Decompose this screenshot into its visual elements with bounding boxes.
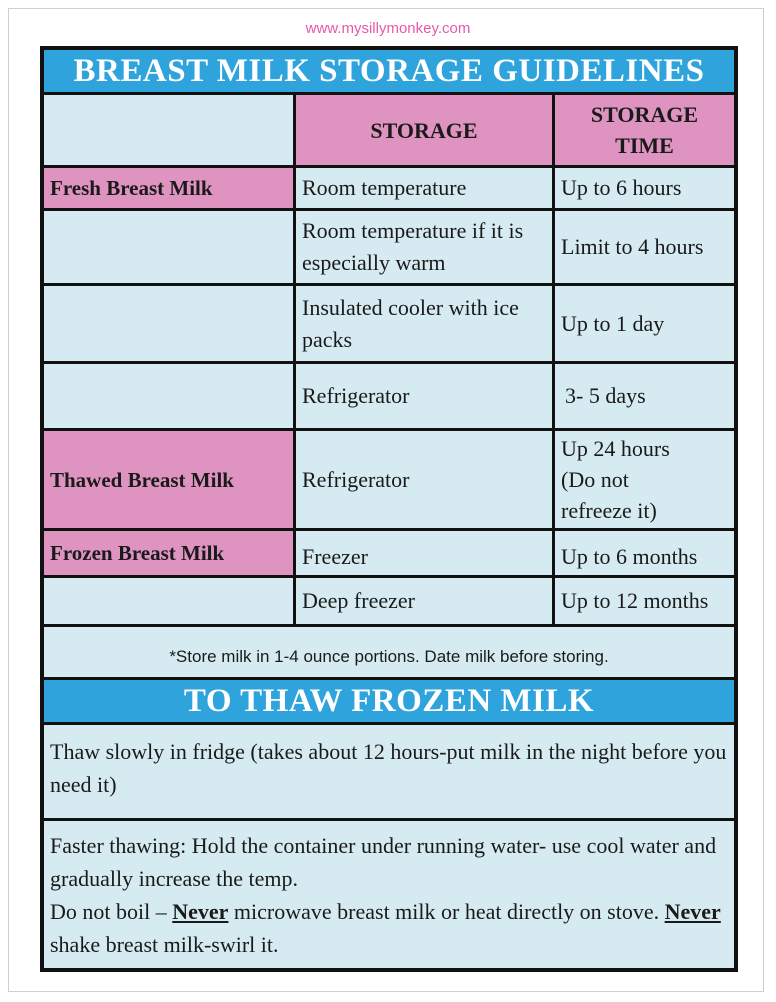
thaw-fast-line1: Faster thawing: Hold the container under running water- use cool water and gradually increase the temp. xyxy=(50,833,717,891)
header-storage-time: STORAGE TIME xyxy=(555,95,734,165)
page-title: BREAST MILK STORAGE GUIDELINES xyxy=(44,50,734,92)
storage-cell: Freezer xyxy=(296,531,552,575)
header-blank xyxy=(44,95,293,165)
storage-note: *Store milk in 1-4 ounce portions. Date milk before storing. xyxy=(44,627,734,677)
storage-cell: Refrigerator xyxy=(296,431,552,528)
storage-cell: Room temperature if it is especially warm xyxy=(296,211,552,283)
header-storage: STORAGE xyxy=(296,95,552,165)
storage-cell: Deep freezer xyxy=(296,578,552,624)
category-fresh: Fresh Breast Milk xyxy=(44,168,293,208)
thaw-fast-prefix: Do not boil – xyxy=(50,899,173,924)
time-cell: Up to 1 day xyxy=(555,286,734,361)
time-cell: Limit to 4 hours xyxy=(555,211,734,283)
thaw-title: TO THAW FROZEN MILK xyxy=(44,680,734,722)
time-cell: Up to 6 months xyxy=(555,531,734,575)
category-blank xyxy=(44,578,293,624)
time-cell: Up 24 hours (Do not refreeze it) xyxy=(555,431,734,528)
time-cell: 3- 5 days xyxy=(555,364,734,428)
never-emphasis: Never xyxy=(172,899,229,924)
storage-cell: Room temperature xyxy=(296,168,552,208)
thaw-fast-middle: microwave breast milk or heat directly on stove. xyxy=(228,899,665,924)
time-cell: Up to 12 months xyxy=(555,578,734,624)
category-thawed: Thawed Breast Milk xyxy=(44,431,293,528)
thaw-fast-text xyxy=(44,821,734,968)
category-blank xyxy=(44,364,293,428)
site-url: www.mysillymonkey.com xyxy=(305,20,471,37)
guidelines-card xyxy=(40,46,738,972)
time-cell: Up to 6 hours xyxy=(555,168,734,208)
thaw-slow-text: Thaw slowly in fridge (takes about 12 hours-put milk in the night before you need it) xyxy=(44,725,734,818)
category-frozen: Frozen Breast Milk xyxy=(44,531,293,575)
never-emphasis: Never xyxy=(664,899,721,924)
thaw-fast-suffix: shake breast milk-swirl it. xyxy=(50,932,279,957)
category-blank xyxy=(44,286,293,361)
category-blank xyxy=(44,211,293,283)
storage-cell: Insulated cooler with ice packs xyxy=(296,286,552,361)
storage-cell: Refrigerator xyxy=(296,364,552,428)
